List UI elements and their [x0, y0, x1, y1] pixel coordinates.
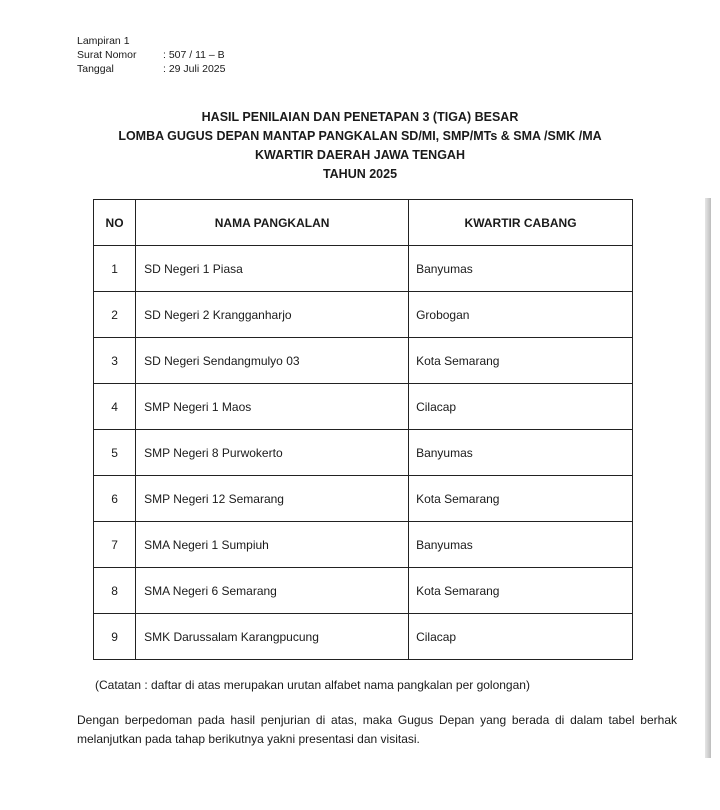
- row-nama-pangkalan: SMA Negeri 1 Sumpiuh: [136, 522, 409, 568]
- surat-nomor-value: : 507 / 11 – B: [163, 49, 225, 61]
- heading-line-4: TAHUN 2025: [322, 167, 398, 181]
- row-nama-pangkalan: SD Negeri 2 Krangganharjo: [136, 292, 409, 338]
- lampiran-label: Lampiran 1: [77, 35, 130, 47]
- row-no: 6: [94, 476, 136, 522]
- header-nama-pangkalan: NAMA PANGKALAN: [136, 200, 409, 246]
- row-no: 4: [94, 384, 136, 430]
- row-kwartir-cabang: Banyumas: [409, 430, 633, 476]
- row-no: 7: [94, 522, 136, 568]
- row-kwartir-cabang: Cilacap: [409, 384, 633, 430]
- table-row: [94, 430, 633, 476]
- row-kwartir-cabang: Cilacap: [409, 614, 633, 660]
- closing-paragraph: Dengan berpedoman pada hasil penjurian di atas, maka Gugus Depan yang berada di dalam tabel berhak melanjutkan pada tahap berikutnya yakni presentasi dan visitasi.: [77, 713, 677, 746]
- lampiran-row: [77, 34, 225, 48]
- heading-line-2: LOMBA GUGUS DEPAN MANTAP PANGKALAN SD/MI, SMP/MTs & SMA /SMK /MA: [118, 129, 602, 143]
- row-nama-pangkalan: SD Negeri 1 Piasa: [136, 246, 409, 292]
- row-kwartir-cabang: Kota Semarang: [409, 568, 633, 614]
- row-no: 2: [94, 292, 136, 338]
- row-kwartir-cabang: Grobogan: [409, 292, 633, 338]
- row-kwartir-cabang: Kota Semarang: [409, 476, 633, 522]
- table-row: [94, 246, 633, 292]
- row-kwartir-cabang: Kota Semarang: [409, 338, 633, 384]
- heading-line-3: KWARTIR DAERAH JAWA TENGAH: [255, 148, 465, 162]
- table-row: [94, 522, 633, 568]
- tanggal-value: : 29 Juli 2025: [163, 63, 226, 75]
- catatan-note: (Catatan : daftar di atas merupakan urutan alfabet nama pangkalan per golongan): [95, 678, 530, 692]
- letter-meta: [77, 34, 225, 76]
- row-no: 9: [94, 614, 136, 660]
- row-nama-pangkalan: SMA Negeri 6 Semarang: [136, 568, 409, 614]
- table-row: [94, 568, 633, 614]
- table-row: [94, 292, 633, 338]
- row-no: 8: [94, 568, 136, 614]
- row-nama-pangkalan: SMK Darussalam Karangpucung: [136, 614, 409, 660]
- heading-line-1: HASIL PENILAIAN DAN PENETAPAN 3 (TIGA) BESAR: [201, 110, 519, 124]
- table-row: [94, 476, 633, 522]
- tanggal-row: [77, 62, 225, 76]
- surat-nomor-row: [77, 48, 225, 62]
- document-heading: [60, 108, 660, 184]
- table-header-row: [94, 200, 633, 246]
- tanggal-label: Tanggal: [77, 63, 114, 75]
- row-no: 1: [94, 246, 136, 292]
- table-row: [94, 384, 633, 430]
- header-kwartir-cabang: KWARTIR CABANG: [409, 200, 633, 246]
- row-nama-pangkalan: SMP Negeri 8 Purwokerto: [136, 430, 409, 476]
- table-row: [94, 338, 633, 384]
- row-nama-pangkalan: SD Negeri Sendangmulyo 03: [136, 338, 409, 384]
- surat-nomor-label: Surat Nomor: [77, 49, 137, 61]
- row-kwartir-cabang: Banyumas: [409, 246, 633, 292]
- row-no: 3: [94, 338, 136, 384]
- pangkalan-table: [93, 199, 633, 660]
- row-no: 5: [94, 430, 136, 476]
- row-nama-pangkalan: SMP Negeri 12 Semarang: [136, 476, 409, 522]
- table-row: [94, 614, 633, 660]
- row-nama-pangkalan: SMP Negeri 1 Maos: [136, 384, 409, 430]
- row-kwartir-cabang: Banyumas: [409, 522, 633, 568]
- header-no: NO: [94, 200, 136, 246]
- page-edge-shadow: [705, 198, 711, 758]
